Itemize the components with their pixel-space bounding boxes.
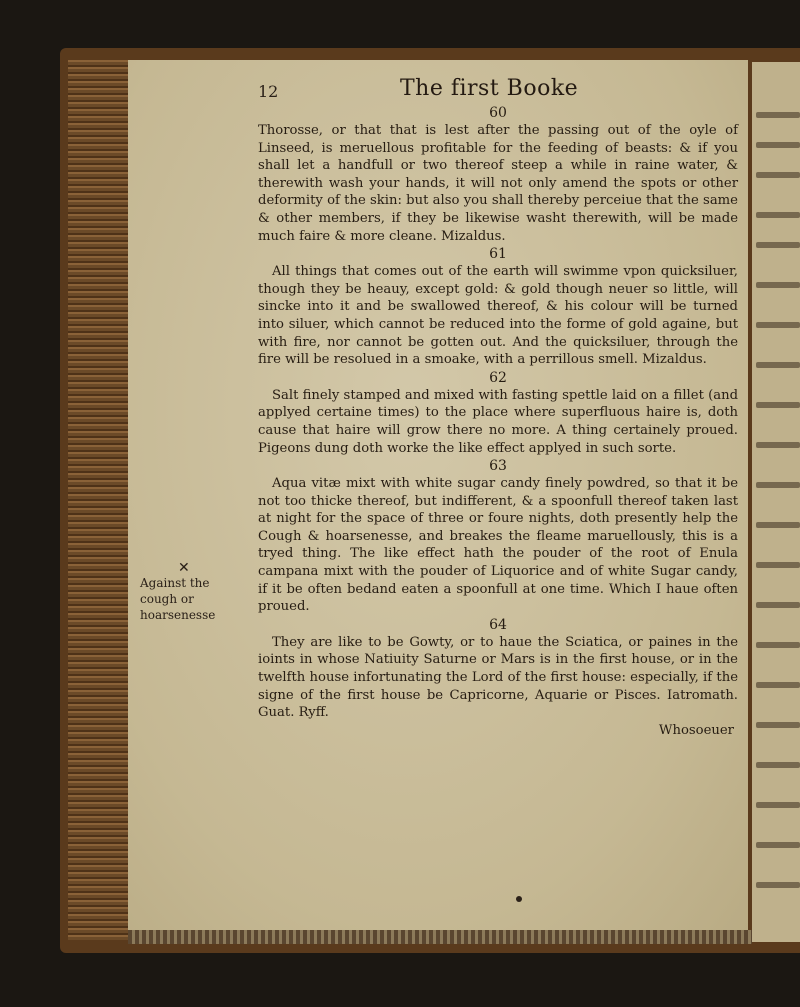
ink-blot [516,896,522,902]
section-number: 63 [489,458,507,475]
catchword: Whosoeuer [658,722,734,738]
section-text: Aqua vitæ mixt with white sugar candy finely powdred, so that it be not too thicke thereof, but indifferent, & a spoonfull thereof taken last at night for the space of three or foure nights, doth presently help the Cough & hoarsenesse, and breakes the fleame maruellously, this is a tryed thing. The like effect hath the pouder of the root of Enula campana mixt with the pouder of Liquorice and of white Sugar candy, if it be often bedand eaten a spoonfull at one time. Which I haue often proued. [258,476,738,615]
section-text: Thorosse, or that that is lest after the passing out of the oyle of Linseed, is meruellous profitable for the feeding of beasts: & if you shall let a handfull or two thereof steep a while in raine water, & therewith wash your hands, it will not only amend the spots or other deformity of the skin: but also you shall thereby perceiue that the same & other members, if they be likewise washt therewith, will be made much faire & more cleane. Mizaldus. [258,123,738,244]
facing-page-fragment [752,62,800,942]
page-bottom-edge [128,930,752,944]
page-edges [68,60,132,940]
running-head: The first Booke [400,76,579,101]
section-text: Salt finely stamped and mixed with fasting spettle laid on a fillet (and applyed certaine times) to the place where superfluous haire is, doth cause that haire will grow there no more. A thing certainely proued. Pigeons dung doth worke the like effect applyed in such sorte. [258,387,739,456]
manicule-mark: ✕ [178,560,190,576]
section-number: 64 [489,616,507,633]
section-number: 60 [489,105,507,121]
section-text: They are like to be Gowty, or to haue the Sciatica, or paines in the ioints in whose Natiuity Saturne or Mars is in the first house, or in the twelfth house infortunating the Lord of the first house: especially, if the signe of the first house be Capricorne, Aquarie or Pisces. Iatromath. Guat. Ryff. [258,634,738,721]
page-number: 12 [258,82,279,101]
section-number: 62 [489,369,507,386]
section-number: 61 [489,246,507,263]
margin-note: Against the cough or hoarsenesse [140,576,216,622]
section-text: All things that comes out of the earth will swimme vpon quicksiluer, though they be heauy, except gold: & gold though neuer so little, will sincke into it and be swallowed thereof, & his colour will be turned into siluer, which cannot be reduced into the forme of gold againe, but with fire, nor cannot be gotten out. And the quicksiluer, through the fire will be resolued in a smoake, with a perrillous smell. Mizaldus. [258,264,738,368]
page-body [258,104,738,739]
